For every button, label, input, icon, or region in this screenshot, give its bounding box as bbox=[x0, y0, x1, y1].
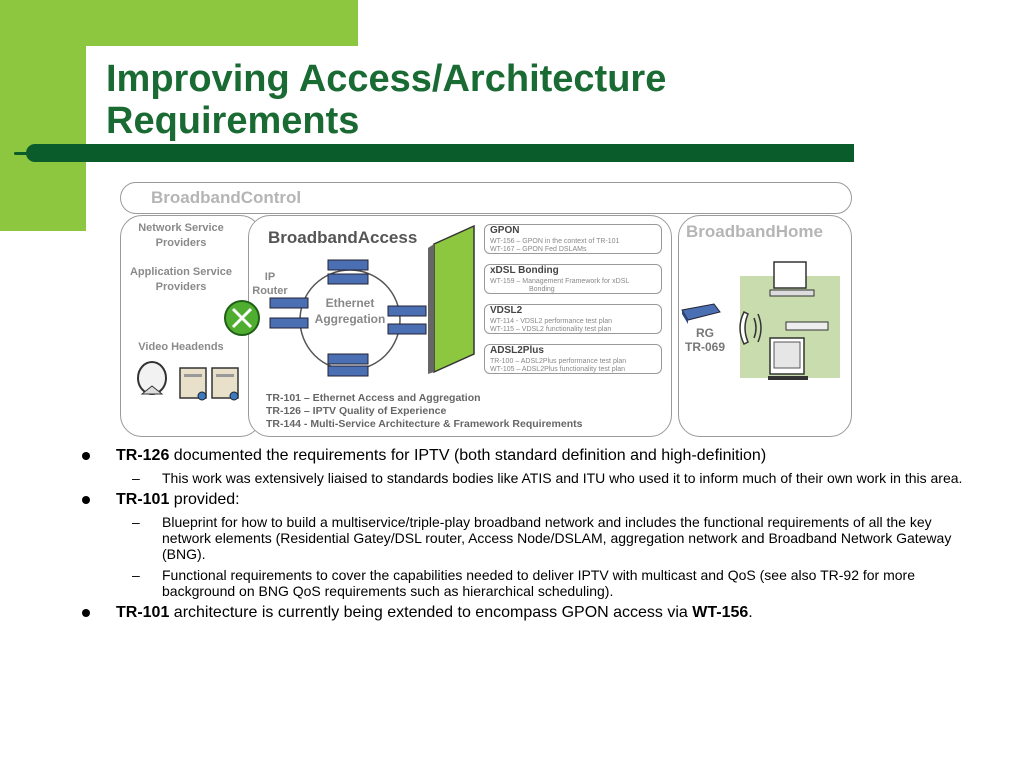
application-service-providers-label: Application Service Providers bbox=[129, 266, 233, 293]
bullet-dot-icon bbox=[82, 496, 90, 504]
tr-spec-line: TR-144 - Multi-Service Architecture & Framework Requirements bbox=[266, 418, 583, 430]
sub-bullet-text: Blueprint for how to build a multiservice/triple-play broadband network and includes the functional requirements of all the key network elements (Residential Gatey/DSL router, Access Node/DSLAM, aggregation network and Broadband Network Gateway (BNG). bbox=[162, 514, 952, 562]
sub-bullet-item bbox=[80, 514, 980, 562]
bullet-bold-term: WT-156 bbox=[692, 604, 749, 621]
tech-box-sub: TR-100 – ADSL2Plus performance test plan bbox=[490, 358, 627, 365]
tech-box-xdsl-bonding bbox=[484, 264, 662, 294]
tech-box-vdsl2 bbox=[484, 304, 662, 334]
server-icon bbox=[180, 368, 206, 400]
video-headend-icons bbox=[128, 358, 250, 406]
network-service-providers-label: Network Service Providers bbox=[138, 222, 224, 249]
tech-box-sub: WT-167 – GPON Fed DSLAMs bbox=[490, 246, 587, 253]
tr069-text: TR-069 bbox=[685, 340, 726, 354]
bullet-dot-icon bbox=[82, 452, 90, 460]
decorative-corner-left bbox=[0, 0, 86, 231]
tech-box-gpon bbox=[484, 224, 662, 254]
dash-icon: – bbox=[132, 567, 140, 583]
architecture-diagram bbox=[118, 180, 854, 440]
tech-box-title: ADSL2Plus bbox=[490, 345, 544, 356]
bullet-text: . bbox=[748, 604, 753, 621]
rg-label bbox=[685, 326, 725, 354]
satellite-dish-icon bbox=[138, 362, 166, 394]
ethernet-aggregation-label: Ethernet Aggregation bbox=[314, 296, 386, 326]
bullet-text: documented the requirements for IPTV (both standard definition and high-definition) bbox=[169, 447, 767, 464]
tech-box-sub: WT-115 – VDSL2 functionality test plan bbox=[490, 326, 612, 333]
broadband-home-label: BroadbandHome bbox=[686, 222, 823, 241]
bullet-dot-icon bbox=[82, 609, 90, 617]
bullet-bold-term: TR-101 bbox=[116, 491, 170, 508]
page-title: Improving Access/Architecture Requirements bbox=[106, 58, 667, 142]
tech-box-sub: Bonding bbox=[529, 286, 555, 293]
bullet-text: provided: bbox=[169, 491, 240, 508]
bullet-item bbox=[80, 446, 980, 465]
tech-box-sub: WT-159 – Management Framework for xDSL bbox=[490, 278, 630, 285]
tech-box-title: VDSL2 bbox=[490, 305, 523, 316]
sub-bullet-item bbox=[80, 567, 980, 599]
home-devices-illustration bbox=[732, 256, 842, 388]
title-underline-bar bbox=[26, 144, 854, 162]
tv-icon bbox=[768, 338, 808, 380]
server-icon-2 bbox=[212, 368, 238, 400]
bullet-item bbox=[80, 490, 980, 509]
sub-bullet-text: This work was extensively liaised to standards bodies like ATIS and ITU who used it to inform much of their own work in this area. bbox=[162, 470, 963, 486]
router-icon bbox=[222, 298, 262, 338]
tech-box-sub: WT-105 – ADSL2Plus functionality test plan bbox=[490, 366, 626, 373]
tech-box-sub: WT-114 - VDSL2 performance test plan bbox=[490, 318, 613, 325]
set-top-box-icon bbox=[786, 322, 828, 330]
rg-text: RG bbox=[696, 326, 714, 340]
bullet-bold-term: TR-101 bbox=[116, 604, 170, 621]
tech-box-title: xDSL Bonding bbox=[490, 265, 559, 276]
tech-box-adsl2plus bbox=[484, 344, 662, 374]
tech-box-sub: WT-156 – GPON in the context of TR-101 bbox=[490, 238, 620, 245]
bullet-bold-term: TR-126 bbox=[116, 447, 170, 464]
tr-spec-list bbox=[266, 392, 582, 431]
tech-box-title: GPON bbox=[490, 225, 520, 236]
bullet-text: architecture is currently being extended to encompass GPON access via bbox=[169, 604, 693, 621]
bullet-list bbox=[80, 446, 980, 622]
residential-gateway-icon bbox=[678, 300, 722, 328]
access-node-panel-icon bbox=[426, 224, 476, 374]
tr-spec-line: TR-101 – Ethernet Access and Aggregation bbox=[266, 392, 481, 404]
title-underline-cap bbox=[14, 152, 44, 155]
ip-router-label: IP Router bbox=[252, 271, 288, 297]
sub-bullet-item bbox=[80, 470, 980, 486]
broadband-access-label: BroadbandAccess bbox=[268, 228, 418, 247]
tr-spec-line: TR-126 – IPTV Quality of Experience bbox=[266, 405, 447, 417]
dash-icon: – bbox=[132, 514, 140, 530]
sub-bullet-text: Functional requirements to cover the capabilities needed to deliver IPTV with multicast and QoS (see also TR-92 for more background on BNG QoS requirements such as hierarchical scheduling). bbox=[162, 567, 915, 599]
broadband-control-bar bbox=[120, 182, 852, 214]
broadband-control-label: BroadbandControl bbox=[151, 188, 302, 207]
dash-icon: – bbox=[132, 470, 140, 486]
bullet-item bbox=[80, 603, 980, 622]
video-headends-label: Video Headends bbox=[138, 341, 224, 353]
